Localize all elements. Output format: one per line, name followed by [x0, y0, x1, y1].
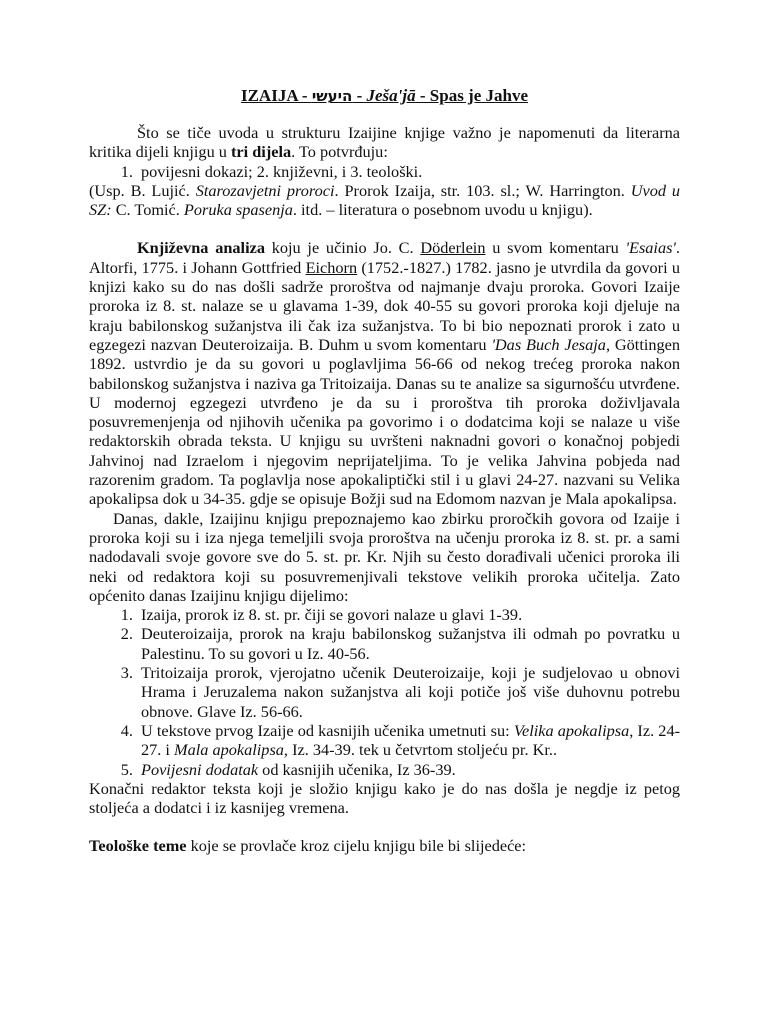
final-paragraph: Konačni redaktor teksta koji je složio knjigu kako je do nas došla je negdje iz petog stoljeća a dodatci i iz kasnijeg vremena.: [89, 778, 680, 818]
author-link-eichorn: Eichorn: [305, 257, 358, 277]
list-item: 3. Tritoizaija prorok, vjerojatno učenik Deuteroizaije, koji je sudjelovao u obnovi Hrama i Jeruzalema nakon sužanjstva ali koji potiče još više duhovnu potrebu obnove. Glave Iz. 56-66.: [137, 663, 680, 721]
divisions-list: [89, 605, 680, 779]
title-transliteration: Ješa'jā: [366, 86, 416, 105]
today-paragraph: Danas, dakle, Izaijinu knjigu prepoznajemo kao zbirku proročkih govora od Izaije i proroka koji su i iza njega temeljili svoja proroštva na učenju proroka iz 8. st. pr. a sami nadodavali svoje govore sve do 5. st. pr. Kr. Njih su često dorađivali učenici proroka ili neki od redaktora koji su posuvremenjivali tekstove velikih proroka učitelja. Zato općenito danas Izaijinu knjigu dijelimo:: [89, 508, 680, 605]
intro-list: [89, 162, 680, 181]
paragraph-gap: [89, 219, 680, 238]
list-item: 5. Povijesni dodatak od kasnijih učenika, Iz 36-39.: [137, 760, 680, 779]
list-item: 1. povijesni dokazi; 2. književni, i 3. teološki.: [137, 162, 680, 181]
title-text: IZAIJA - היעשי - Ješa'jā - Spas je Jahve: [240, 86, 529, 105]
title-hebrew: היעשי: [311, 87, 353, 105]
analysis-paragraph: Književna analiza koju je učinio Jo. C. Döderlein u svom komentaru 'Esaias'. Altorfi, 1775. i Johann Gottfried Eichorn (1752.-1827.) 1782. jasno je utvrdila da govori u knjizi kako su do nas došli sadrže proroštva od najmanje dvaju proroka. Govori Izaije proroka iz 8. st. nalaze se u glavama 1-39, dok 40-55 su govori proroka koji djeluje na kraju babilonskog sužanjstva ili čak iza sužanjstva. To bi bio nepoznati prorok i zato u egzegezi nazvan Deuteroizaija. B. Duhm u svom komentaru 'Das Buch Jesaja, Göttingen 1892. ustvrdio je da su govori u poglavljima 56-66 od nekog trećeg proroka nakon babilonskog sužanjstva i naziva ga Tritoizaija. Danas su te analize sa sigurnošću utvrđene. U modernoj egzegezi utvrđeno je da su i proroštva tih proroka doživljavala posuvremenjenja od njihovih učenika pa govorimo i o dodatcima koji se nalaze u više redaktorskih obrada teksta. U knjigu su uvršteni naknadni govori o konačnoj pobjedi Jahvinoj nad Izraelom i njegovim neprijateljima. To je velika Jahvina pobjeda nad razorenim gradom. Ta poglavlja nose apokaliptički stil i u glavi 24-27. nazvani su Velika apokalipsa dok u 34-35. gdje se opisuje Božji sud na Edomom nazvan je Mala apokalipsa.: [89, 238, 681, 509]
list-item: 4. U tekstove prvog Izaije od kasnijih učenika umetnuti su: Velika apokalipsa, Iz. 24-27. i Mala apokalipsa, Iz. 34-39. tek u četvrtom stoljeću pr. Kr..: [137, 721, 680, 760]
references-paragraph: (Usp. B. Lujić. Starozavjetni proroci. Prorok Izaija, str. 103. sl.; W. Harrington. Uvod u SZ: C. Tomić. Poruka spasenja. itd. – literatura o posebnom uvodu u knjigu).: [89, 180, 680, 220]
list-item: 2. Deuteroizaija, prorok na kraju babilonskog sužanjstva ili odmah po povratku u Palestinu. To su govori u Iz. 40-56.: [137, 624, 680, 663]
intro-paragraph: Što se tiče uvoda u strukturu Izaijine knjige važno je napomenuti da literarna kritika dijeli knjigu u tri dijela. To potvrđuju:: [89, 123, 680, 162]
page-title: [89, 86, 680, 106]
themes-heading-paragraph: Teološke teme koje se provlače kroz cijelu knjigu bile bi slijedeće:: [89, 836, 527, 856]
author-link-doderlein: Döderlein: [420, 238, 486, 258]
list-item: 1. Izaija, prorok iz 8. st. pr. čiji se govori nalaze u glavi 1-39.: [137, 605, 680, 624]
